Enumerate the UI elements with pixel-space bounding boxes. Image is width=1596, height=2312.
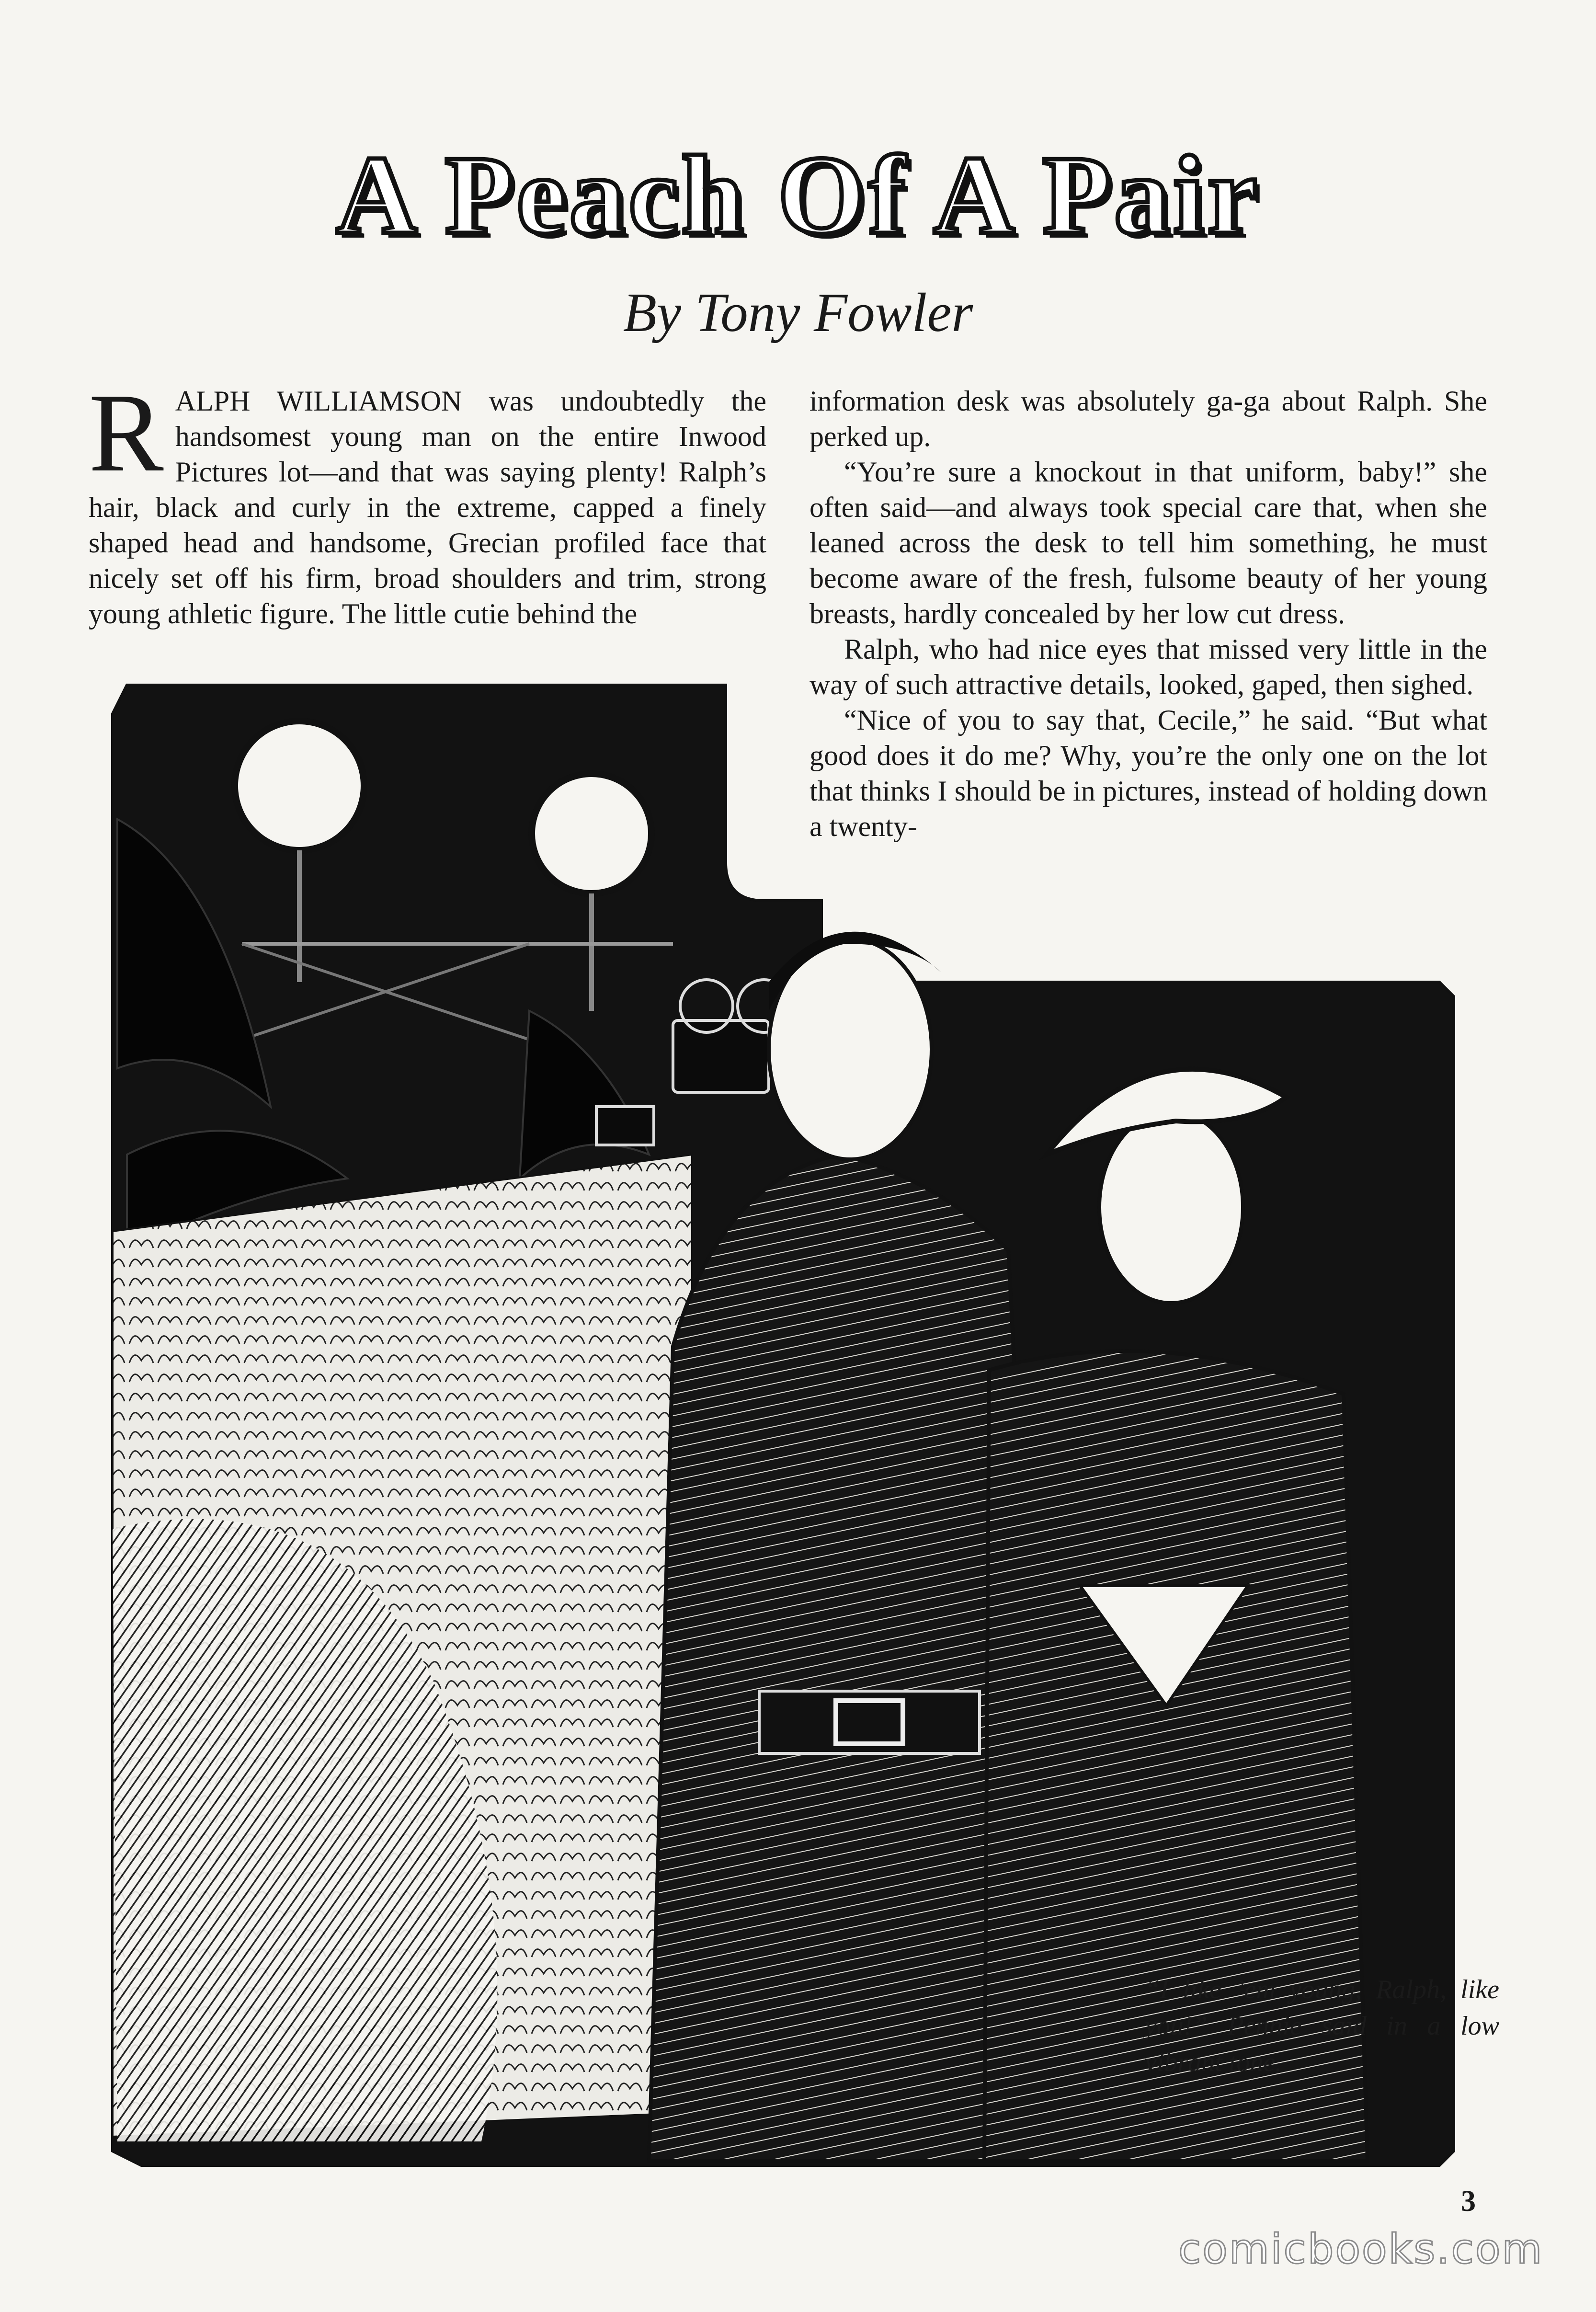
paragraph-text: ALPH WILLIAMSON was undoubtedly the handsomest young man on the entire Inwood Pictures lot—and that was saying plenty! Ralph’s hair, black and curly in the extreme, capped a finely shaped head and handsome, Grecian profiled face that nicely set off his firm, broad shoulders and trim, strong young athletic figure. The little cutie behind the [89, 385, 766, 630]
paragraph: “You’re sure a knockout in that uniform, baby!” she often said—and always took special care that, when she leaned across the desk to tell him something, he must become aware of the fresh, fulsome beauty of her young breasts, hardly concealed by her low cut dress. [809, 456, 1487, 630]
article-title: A Peach Of A Pair [336, 133, 1260, 257]
illustration-caption: “I like ’em young, Ralph, like you!” Pennie said in a low vibrant tone. [1145, 1975, 1499, 2077]
drop-cap: R [89, 370, 164, 495]
page-number: 3 [1461, 2185, 1476, 2218]
paragraph: information desk was absolutely ga-ga about Ralph. She perked up. [809, 385, 1487, 452]
paragraph: “Nice of you to say that, Cecile,” he said. “But what good does it do me? Why, you’re the only one on the lot that thinks I should be in pictures, instead of holding down a twenty- [809, 704, 1487, 842]
paragraph [89, 370, 766, 631]
story-illustration [98, 675, 1482, 2180]
watermark: comicbooks.com [1178, 2225, 1544, 2273]
text-column-left [89, 370, 766, 631]
paragraph: Ralph, who had nice eyes that missed very little in the way of such attractive details, looked, gaped, then sighed. [809, 633, 1487, 700]
byline: By Tony Fowler [623, 282, 973, 343]
